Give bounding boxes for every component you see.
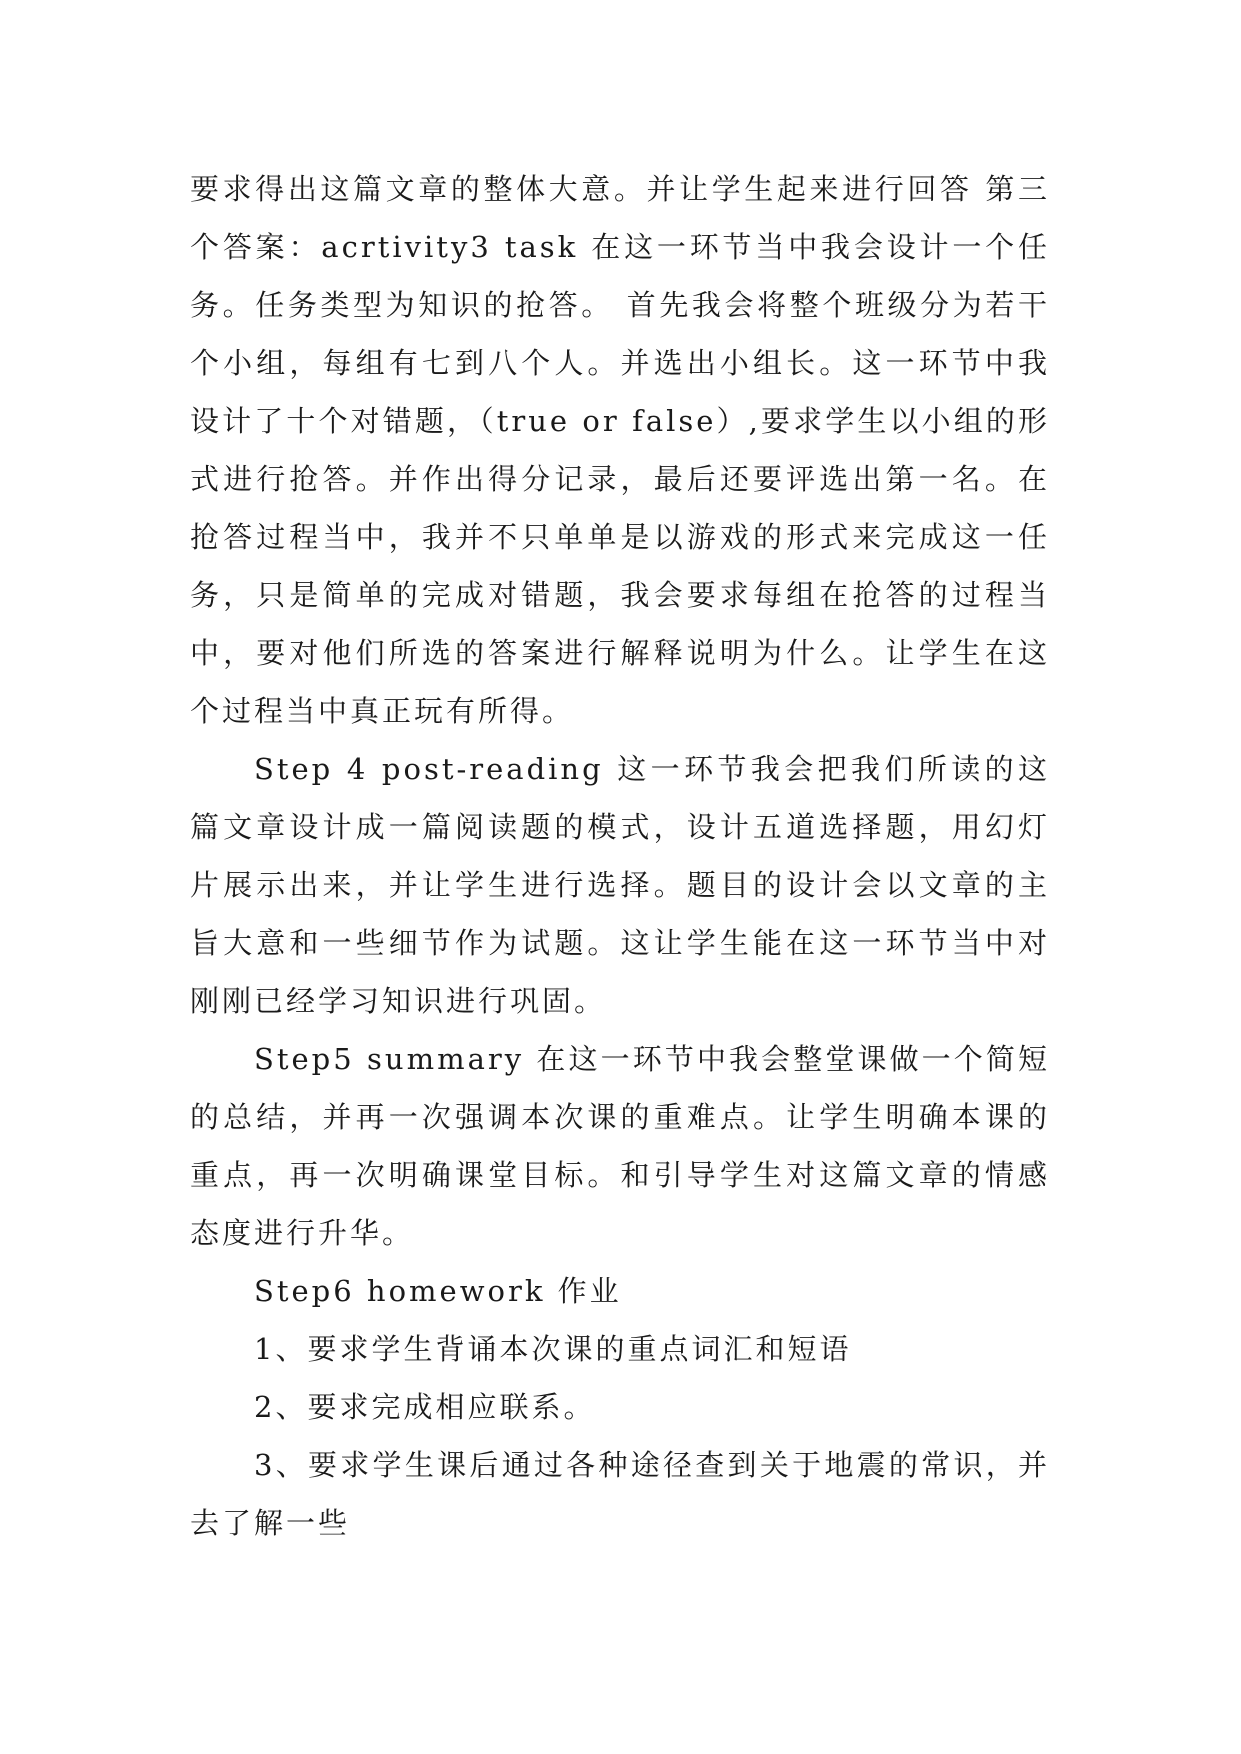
homework-item-2: 2、要求完成相应联系。 [254, 1390, 596, 1424]
paragraph-task-activity: 要求得出这篇文章的整体大意。并让学生起来进行回答 第三个答案：acrtivity3 task 在这一环节当中我会设计一个任务。任务类型为知识的抢答。 首先我会将整个班级分为若干个小组，每组有七到八个人。并选出小组长。这一环节中我设计了十个对错题，（true or false）,要求学生以小组的形式进行抢答。并作出得分记录，最后还要评选出第一名。在抢答过程当中，我并不只单单是以游戏的形式来完成这一任务，只是简单的完成对错题，我会要求每组在抢答的过程当中，要对他们所选的答案进行解释说明为什么。让学生在这个过程当中真正玩有所得。 [190, 172, 1050, 728]
homework-item-1: 1、要求学生背诵本次课的重点词汇和短语 [254, 1332, 852, 1366]
document-body [190, 160, 1050, 1552]
paragraph-step6-homework: Step6 homework 作业 [254, 1274, 622, 1308]
paragraph-step5-summary: Step5 summary 在这一环节中我会整堂课做一个简短的总结，并再一次强调本次课的重难点。让学生明确本课的重点，再一次明确课堂目标。和引导学生对这篇文章的情感态度进行升华。 [190, 1042, 1050, 1250]
homework-item-3: 3、要求学生课后通过各种途径查到关于地震的常识，并去了解一些 [190, 1448, 1050, 1540]
paragraph-step4-post-reading: Step 4 post-reading 这一环节我会把我们所读的这篇文章设计成一篇阅读题的模式，设计五道选择题，用幻灯片展示出来，并让学生进行选择。题目的设计会以文章的主旨大意和一些细节作为试题。这让学生能在这一环节当中对刚刚已经学习知识进行巩固。 [190, 752, 1050, 1018]
